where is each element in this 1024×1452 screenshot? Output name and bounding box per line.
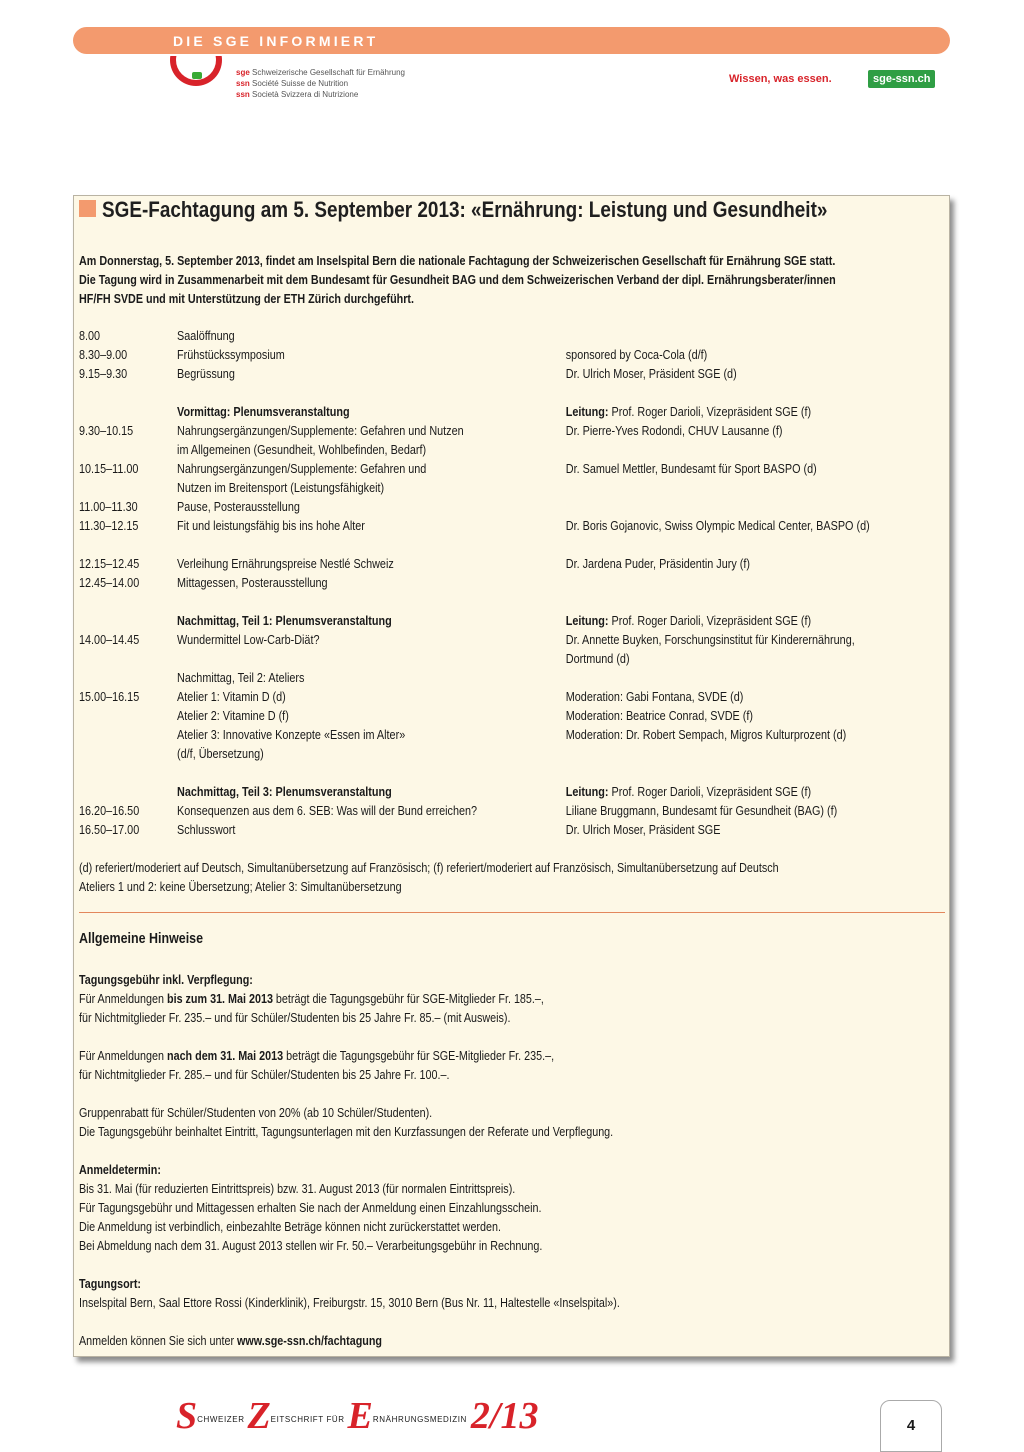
schedule-row xyxy=(79,669,939,688)
schedule-program: Atelier 2: Vitamine D (f) xyxy=(177,709,289,723)
schedule-speaker: Leitung: Prof. Roger Darioli, Vizepräsident SGE (f) xyxy=(565,785,812,799)
schedule-row xyxy=(79,403,939,422)
schedule-time: 9.15–9.30 xyxy=(79,367,128,381)
schedule-time: 12.15–12.45 xyxy=(79,557,140,571)
venue-heading: Tagungsort: xyxy=(79,1277,142,1291)
schedule-row xyxy=(79,688,939,707)
schedule-row xyxy=(79,422,939,460)
schedule-time: 11.30–12.15 xyxy=(79,519,139,533)
schedule-program: Frühstückssymposium xyxy=(177,348,285,362)
schedule-program: Nachmittag, Teil 3: Plenumsveranstaltung xyxy=(177,785,392,799)
schedule-speaker: Dr. Jardena Puder, Präsidentin Jury (f) xyxy=(565,557,750,571)
schedule-program: Vormittag: Plenumsveranstaltung xyxy=(177,405,350,419)
schedule-program: Atelier 1: Vitamin D (d) xyxy=(177,690,286,704)
schedule-speaker: Moderation: Beatrice Conrad, SVDE (f) xyxy=(565,709,753,723)
schedule-row xyxy=(79,346,939,365)
schedule-program: Mittagessen, Posterausstellung xyxy=(177,576,328,590)
schedule-spacer xyxy=(79,764,939,783)
logo-text: sge Schweizerische Gesellschaft für Ernährung ssn Société Suisse de Nutrition ssn Società Svizzera di Nutrizione xyxy=(236,68,405,99)
leitung-label: Leitung: xyxy=(565,785,609,799)
schedule-spacer xyxy=(79,593,939,612)
schedule-speaker: Leitung: Prof. Roger Darioli, Vizepräsident SGE (f) xyxy=(565,614,812,628)
schedule-speaker: sponsored by Coca-Cola (d/f) xyxy=(565,348,708,362)
schedule-program: Verleihung Ernährungspreise Nestlé Schweiz xyxy=(177,557,394,571)
language-notes: (d) referiert/moderiert auf Deutsch, Simultanübersetzung auf Französisch; (f) referiert/moderiert auf Französisch, Simultanübersetzung auf Deutsch Ateliers 1 und 2: keine Übersetzung; Atelier 3: Simultanübersetzung xyxy=(79,861,779,894)
article-title: SGE-Fachtagung am 5. September 2013: «Ernährung: Leistung und Gesundheit» xyxy=(102,197,828,222)
schedule-time: 15.00–16.15 xyxy=(79,690,140,704)
fee-line-1: Für Anmeldungen bis zum 31. Mai 2013 beträgt die Tagungsgebühr für SGE-Mitglieder Fr. 185.–, xyxy=(79,992,544,1006)
schedule-time: 12.45–14.00 xyxy=(79,576,140,590)
schedule-row xyxy=(79,783,939,802)
schedule-program: Nahrungsergänzungen/Supplemente: Gefahren und Nutzen im Breitensport (Leistungsfähigkeit) xyxy=(177,462,427,495)
schedule-program: Atelier 3: Innovative Konzepte «Essen im Alter» (d/f, Übersetzung) xyxy=(177,728,406,761)
schedule-row xyxy=(79,726,939,764)
schedule-row xyxy=(79,555,939,574)
schedule-program: Saalöffnung xyxy=(177,329,235,343)
register-line: Anmelden können Sie sich unter www.sge-ssn.ch/fachtagung xyxy=(79,1334,383,1348)
page-number: 4 xyxy=(880,1400,942,1452)
article-box xyxy=(73,195,950,1357)
schedule-speaker: Dr. Samuel Mettler, Bundesamt für Sport BASPO (d) xyxy=(565,462,817,476)
schedule-row xyxy=(79,612,939,631)
sge-logo-icon xyxy=(170,56,226,94)
schedule-program: Pause, Posterausstellung xyxy=(177,500,300,514)
schedule-row xyxy=(79,460,939,498)
schedule-program: Wundermittel Low-Carb-Diät? xyxy=(177,633,320,647)
schedule-table xyxy=(79,327,939,840)
schedule-row xyxy=(79,821,939,840)
schedule-program: Nachmittag, Teil 2: Ateliers xyxy=(177,671,305,685)
schedule-row xyxy=(79,365,939,384)
schedule-spacer xyxy=(79,536,939,555)
schedule-speaker: Dr. Boris Gojanovic, Swiss Olympic Medical Center, BASPO (d) xyxy=(565,519,870,533)
section-banner xyxy=(73,27,950,54)
journal-title: $S^{CHWEIZER}$ $Z^{EITSCHRIFT FÜR}$ $E^{RNÄHRUNGSMEDIZIN}$ 2/13 xyxy=(176,1395,539,1437)
fee-heading: Tagungsgebühr inkl. Verpflegung: xyxy=(79,973,253,987)
leitung-label: Leitung: xyxy=(565,405,609,419)
leitung-label: Leitung: xyxy=(565,614,609,628)
fee-line-2: Für Anmeldungen nach dem 31. Mai 2013 beträgt die Tagungsgebühr für SGE-Mitglieder Fr. 235.–, xyxy=(79,1049,555,1063)
schedule-program: Fit und leistungsfähig bis ins hohe Alter xyxy=(177,519,365,533)
register-link[interactable]: www.sge-ssn.ch/fachtagung xyxy=(237,1334,383,1348)
schedule-time: 14.00–14.45 xyxy=(79,633,140,647)
site-badge[interactable]: sge-ssn.ch xyxy=(868,70,935,88)
schedule-program: Konsequenzen aus dem 6. SEB: Was will der Bund erreichen? xyxy=(177,804,478,818)
schedule-speaker: Dr. Annette Buyken, Forschungsinstitut für Kinderernährung, Dortmund (d) xyxy=(565,633,855,666)
schedule-speaker: Moderation: Gabi Fontana, SVDE (d) xyxy=(565,690,744,704)
schedule-row xyxy=(79,498,939,517)
schedule-row xyxy=(79,517,939,536)
schedule-speaker: Liliane Bruggmann, Bundesamt für Gesundheit (BAG) (f) xyxy=(565,804,838,818)
title-square-icon xyxy=(79,200,96,217)
schedule-speaker: Dr. Ulrich Moser, Präsident SGE xyxy=(565,823,721,837)
schedule-time: 8.00 xyxy=(79,329,101,343)
schedule-speaker: Moderation: Dr. Robert Sempach, Migros Kulturprozent (d) xyxy=(565,728,847,742)
schedule-speaker: Leitung: Prof. Roger Darioli, Vizepräsident SGE (f) xyxy=(565,405,812,419)
schedule-program: Nachmittag, Teil 1: Plenumsveranstaltung xyxy=(177,614,392,628)
banner-label: DIE SGE INFORMIERT xyxy=(173,33,379,49)
deadline-heading: Anmeldetermin: xyxy=(79,1163,161,1177)
schedule-spacer xyxy=(79,384,939,403)
schedule-row xyxy=(79,707,939,726)
issue-number: 2/13 xyxy=(470,1395,539,1437)
schedule-row xyxy=(79,802,939,821)
schedule-row xyxy=(79,327,939,346)
divider xyxy=(79,912,945,913)
schedule-speaker: Dr. Ulrich Moser, Präsident SGE (d) xyxy=(565,367,737,381)
schedule-row xyxy=(79,574,939,593)
general-notes: Tagungsgebühr inkl. Verpflegung: Für Anmeldungen bis zum 31. Mai 2013 beträgt die Tagungsgebühr für SGE-Mitglieder Fr. 185.–, für Nichtmitglieder Fr. 235.– und für Schüler/Studenten bis 25 Jahre Fr. 85.– (mit Ausweis). Für Anmeldungen nach dem 31. Mai 2013 beträgt die Tagungsgebühr für SGE-Mitglieder Fr. 235.–, für Nichtmitglieder Fr. 285.– und für Schüler/Studenten bis 25 Jahre Fr. 100.–. Gruppenrabatt für Schüler/Studenten von 20% (ab 10 Schüler/Studenten). Die Tagungsgebühr beinhaltet Eintritt, Tagungsunterlagen mit den Kurzfassungen der Referate und Verpflegung. Anmeldetermin: Bis 31. Mai (für reduzierten Eintrittspreis) bzw. 31. August 2013 (für normalen Eintrittspreis). Für Tagungsgebühr und Mittagessen erhalten Sie nach der Anmeldung einen Einzahlungsschein. Die Anmeldung ist verbindlich, einbezahlte Beträge können nicht zurückerstattet werden. Bei Abmeldung nach dem 31. August 2013 stellen wir Fr. 50.– Verarbeitungsgebühr in Rechnung. Tagungsort: Inselspital Bern, Saal Ettore Rossi (Kinderklinik), Freiburgstr. 15, 3010 Bern (Bus Nr. 11, Haltestelle «Inselspital»). Anmelden können Sie sich unter www.sge-ssn.ch/fachtagung xyxy=(79,971,951,1351)
general-notes-title: Allgemeine Hinweise xyxy=(79,931,204,947)
schedule-time: 9.30–10.15 xyxy=(79,424,134,438)
tagline: Wissen, was essen. xyxy=(729,73,832,85)
schedule-program: Schlusswort xyxy=(177,823,236,837)
schedule-row xyxy=(79,631,939,669)
schedule-time: 16.50–17.00 xyxy=(79,823,140,837)
schedule-program: Nahrungsergänzungen/Supplemente: Gefahren und Nutzen im Allgemeinen (Gesundheit, Wohlbefinden, Bedarf) xyxy=(177,424,464,457)
schedule-time: 16.20–16.50 xyxy=(79,804,140,818)
schedule-speaker: Dr. Pierre-Yves Rodondi, CHUV Lausanne (f) xyxy=(565,424,783,438)
schedule-time: 11.00–11.30 xyxy=(79,500,138,514)
schedule-time: 10.15–11.00 xyxy=(79,462,139,476)
schedule-time: 8.30–9.00 xyxy=(79,348,128,362)
schedule-program: Begrüssung xyxy=(177,367,235,381)
article-intro: Am Donnerstag, 5. September 2013, findet am Inselspital Bern die nationale Fachtagung der Schweizerischen Gesellschaft für Ernährung SGE statt. Die Tagung wird in Zusammenarbeit mit dem Bundesamt für Gesundheit BAG und dem Schweizerischen Verband der dipl. Ernährungsberater/innen HF/FH SVDE und mit Unterstützung der ETH Zürich durchgeführt. xyxy=(79,254,836,306)
